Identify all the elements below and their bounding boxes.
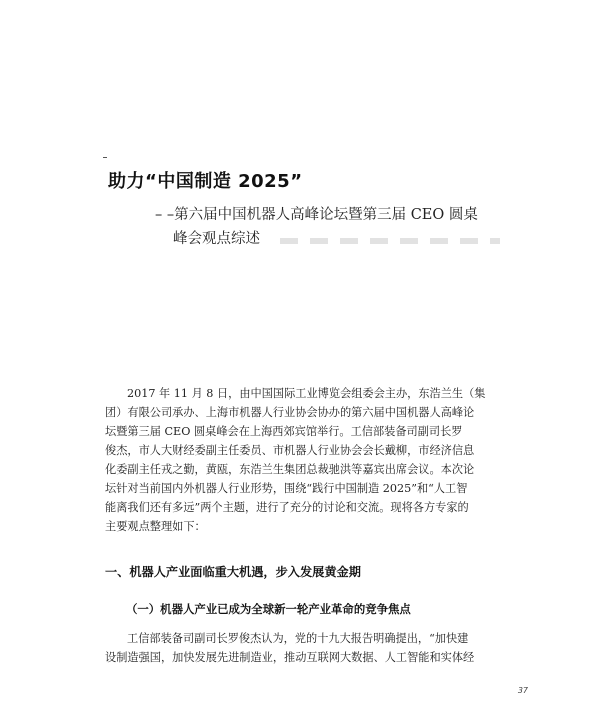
page-number: 37	[517, 686, 528, 695]
scan-artifact	[280, 238, 500, 244]
margin-mark	[103, 157, 107, 158]
paragraph-line: 主要观点整理如下：	[105, 520, 206, 533]
paragraph-line: 俊杰，市人大财经委副主任委员、市机器人行业协会会长戴柳，市经济信息	[105, 444, 475, 457]
article-title: 助力“中国制造 2025”	[108, 171, 303, 192]
subsection-heading: （一）机器人产业已成为全球新一轮产业革命的竞争焦点	[126, 602, 411, 616]
paragraph-line: 坛针对当前国内外机器人行业形势，围绕“践行中国制造 2025”和“人工智	[105, 482, 468, 495]
paragraph-line: 化委副主任戎之勤，黄瓯，东浩兰生集团总裁驰洪等嘉宾出席会议。本次论	[105, 463, 475, 476]
section-heading: 一、机器人产业面临重大机遇，步入发展黄金期	[105, 565, 361, 579]
subtitle-line: 峰会观点综述	[173, 231, 260, 247]
subsection-paragraph	[105, 629, 500, 667]
paragraph-line: 团）有限公司承办、上海市机器人行业协会协办的第六届中国机器人高峰论	[105, 406, 475, 419]
paragraph-line: 设制造强国，加快发展先进制造业，推动互联网大数据、人工智能和实体经	[105, 651, 475, 664]
paragraph-line: 坛暨第三届 CEO 圆桌峰会在上海西郊宾馆举行。工信部装备司副司长罗	[105, 425, 463, 438]
paragraph-line: 能离我们还有多远”两个主题，进行了充分的讨论和交流。现将各方专家的	[105, 501, 469, 514]
intro-paragraph	[105, 384, 500, 536]
paragraph-line: 工信部装备司副司长罗俊杰认为，党的十九大报告明确提出，“加快建	[127, 632, 469, 645]
paragraph-line: 2017 年 11 月 8 日，由中国国际工业博览会组委会主办，东浩兰生（集	[127, 387, 486, 400]
subtitle-line: – –第六届中国机器人高峰论坛暨第三届 CEO 圆桌	[155, 207, 478, 223]
